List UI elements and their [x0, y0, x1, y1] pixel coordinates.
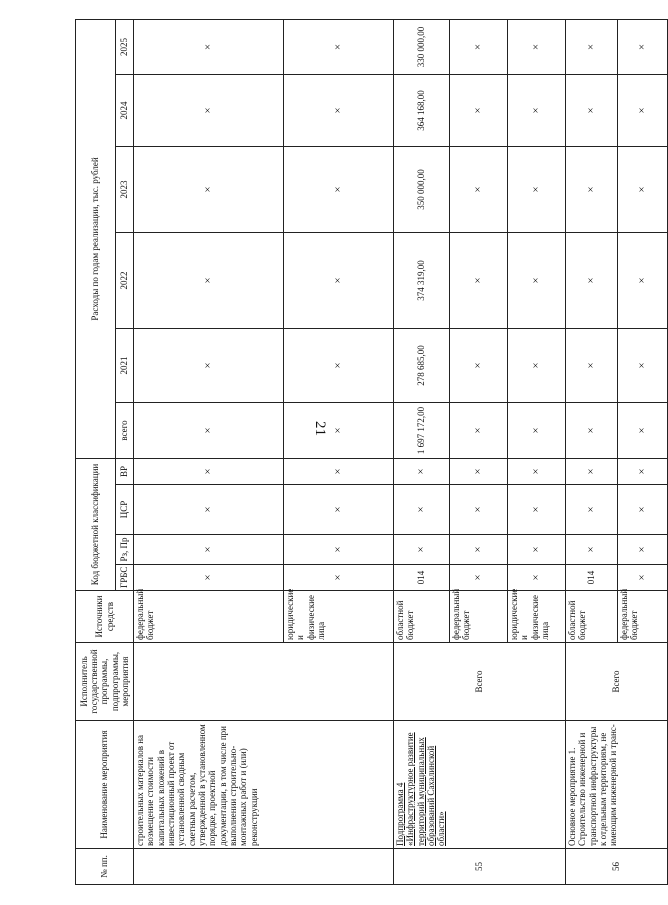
cell-grbs: 014: [566, 565, 618, 591]
cell-vr: ×: [450, 458, 508, 484]
page-number: 21: [312, 421, 328, 436]
budget-table-sheet: [75, 20, 649, 885]
cell-y2022: ×: [134, 232, 284, 328]
cell-y2021: ×: [508, 328, 566, 402]
header-expenses: Расходы по годам реализации, тыс. рублей: [76, 19, 116, 458]
cell-total: ×: [450, 402, 508, 458]
executor: Всего: [394, 643, 566, 721]
cell-rzpr: ×: [618, 535, 668, 565]
cell-csr: ×: [618, 485, 668, 535]
header-year: 2023: [116, 146, 134, 232]
cell-vr: ×: [508, 458, 566, 484]
cell-grbs: ×: [134, 565, 284, 591]
budget-table: [75, 19, 668, 885]
cell-y2025: 330 000,00: [394, 19, 450, 74]
executor: Всего: [566, 643, 668, 721]
cell-y2023: ×: [284, 146, 394, 232]
cell-y2025: ×: [284, 19, 394, 74]
cell-y2023: ×: [450, 146, 508, 232]
funding-source: федеральный бюджет: [618, 591, 668, 643]
cell-total: ×: [618, 402, 668, 458]
cell-y2021: ×: [284, 328, 394, 402]
cell-csr: ×: [394, 485, 450, 535]
measure-name: Подпрограмма 4 «Инфраструктурное развитие территорий муниципальных образований Сахалинской области»: [394, 721, 566, 849]
cell-csr: ×: [450, 485, 508, 535]
cell-y2021: ×: [618, 328, 668, 402]
cell-y2025: ×: [508, 19, 566, 74]
funding-source: федеральный бюджет: [450, 591, 508, 643]
cell-vr: ×: [284, 458, 394, 484]
cell-total: ×: [508, 402, 566, 458]
header-year: 2021: [116, 328, 134, 402]
funding-source: юридические и физические лица: [284, 591, 394, 643]
header-budget-code: Код бюджетной классификации: [76, 458, 116, 590]
cell-total: 1 697 172,00: [394, 402, 450, 458]
cell-y2024: 364 168,00: [394, 74, 450, 146]
cell-rzpr: ×: [566, 535, 618, 565]
table-row: [134, 19, 284, 884]
cell-csr: ×: [566, 485, 618, 535]
cell-y2022: ×: [284, 232, 394, 328]
cell-vr: ×: [618, 458, 668, 484]
cell-rzpr: ×: [284, 535, 394, 565]
cell-y2024: ×: [618, 74, 668, 146]
cell-vr: ×: [134, 458, 284, 484]
cell-vr: ×: [394, 458, 450, 484]
header-name: Наименование мероприятия: [76, 721, 134, 849]
header-executor: Исполнитель государственной программы, подпрограммы, мероприятия: [76, 643, 134, 721]
header-grbs: ГРБС: [116, 565, 134, 591]
cell-rzpr: ×: [450, 535, 508, 565]
cell-grbs: ×: [450, 565, 508, 591]
cell-grbs: ×: [508, 565, 566, 591]
cell-y2021: ×: [134, 328, 284, 402]
cell-y2025: ×: [618, 19, 668, 74]
cell-y2025: ×: [134, 19, 284, 74]
header-rzpr: Рз, Пр: [116, 535, 134, 565]
cell-y2021: 278 685,00: [394, 328, 450, 402]
measure-name: строительных материалов на возмещение стоимости капитальных вложений в инвестиционный проект от установленной сводным сметным расчетом, утвержденной в установленном порядке, проектной документации, в том числе при выполнении строительно-монтажных работ и (или) реконструкции: [134, 721, 394, 849]
funding-source: федеральный бюджет: [134, 591, 284, 643]
row-number: 55: [394, 849, 566, 885]
cell-y2023: ×: [134, 146, 284, 232]
cell-y2023: ×: [618, 146, 668, 232]
funding-source: областной бюджет: [394, 591, 450, 643]
executor: [134, 643, 394, 721]
cell-y2024: ×: [284, 74, 394, 146]
funding-source: юридические и физические лица: [508, 591, 566, 643]
header-num: № пп.: [76, 849, 134, 885]
row-number: [134, 849, 394, 885]
cell-y2024: ×: [508, 74, 566, 146]
cell-y2022: ×: [508, 232, 566, 328]
header-vr: ВР: [116, 458, 134, 484]
header-year: 2024: [116, 74, 134, 146]
table-body: [134, 19, 668, 884]
cell-y2022: ×: [450, 232, 508, 328]
cell-total: ×: [134, 402, 284, 458]
cell-total: ×: [284, 402, 394, 458]
cell-y2022: ×: [566, 232, 618, 328]
cell-y2023: ×: [566, 146, 618, 232]
funding-source: областной бюджет: [566, 591, 618, 643]
cell-rzpr: ×: [508, 535, 566, 565]
cell-y2025: ×: [566, 19, 618, 74]
cell-y2024: ×: [134, 74, 284, 146]
cell-y2023: ×: [508, 146, 566, 232]
cell-y2021: ×: [450, 328, 508, 402]
cell-y2022: ×: [618, 232, 668, 328]
table-row: [394, 19, 450, 884]
cell-y2024: ×: [566, 74, 618, 146]
header-source: Источники средств: [76, 591, 134, 643]
cell-vr: ×: [566, 458, 618, 484]
header-csr: ЦСР: [116, 485, 134, 535]
cell-rzpr: ×: [394, 535, 450, 565]
cell-grbs: 014: [394, 565, 450, 591]
cell-csr: ×: [284, 485, 394, 535]
cell-csr: ×: [134, 485, 284, 535]
cell-y2022: 374 319,00: [394, 232, 450, 328]
header-total: всего: [116, 402, 134, 458]
cell-y2025: ×: [450, 19, 508, 74]
header-year: 2025: [116, 19, 134, 74]
cell-total: ×: [566, 402, 618, 458]
header-year: 2022: [116, 232, 134, 328]
cell-y2024: ×: [450, 74, 508, 146]
table-row: [566, 19, 618, 884]
cell-y2021: ×: [566, 328, 618, 402]
cell-y2023: 350 000,00: [394, 146, 450, 232]
cell-rzpr: ×: [134, 535, 284, 565]
cell-csr: ×: [508, 485, 566, 535]
row-number: 56: [566, 849, 668, 885]
measure-name: Основное мероприятие 1. Строительство инженерной и транспортной инфраструктуры к отдельным территориям, не имеющим инженерной и транс-: [566, 721, 668, 849]
cell-grbs: ×: [618, 565, 668, 591]
cell-grbs: ×: [284, 565, 394, 591]
